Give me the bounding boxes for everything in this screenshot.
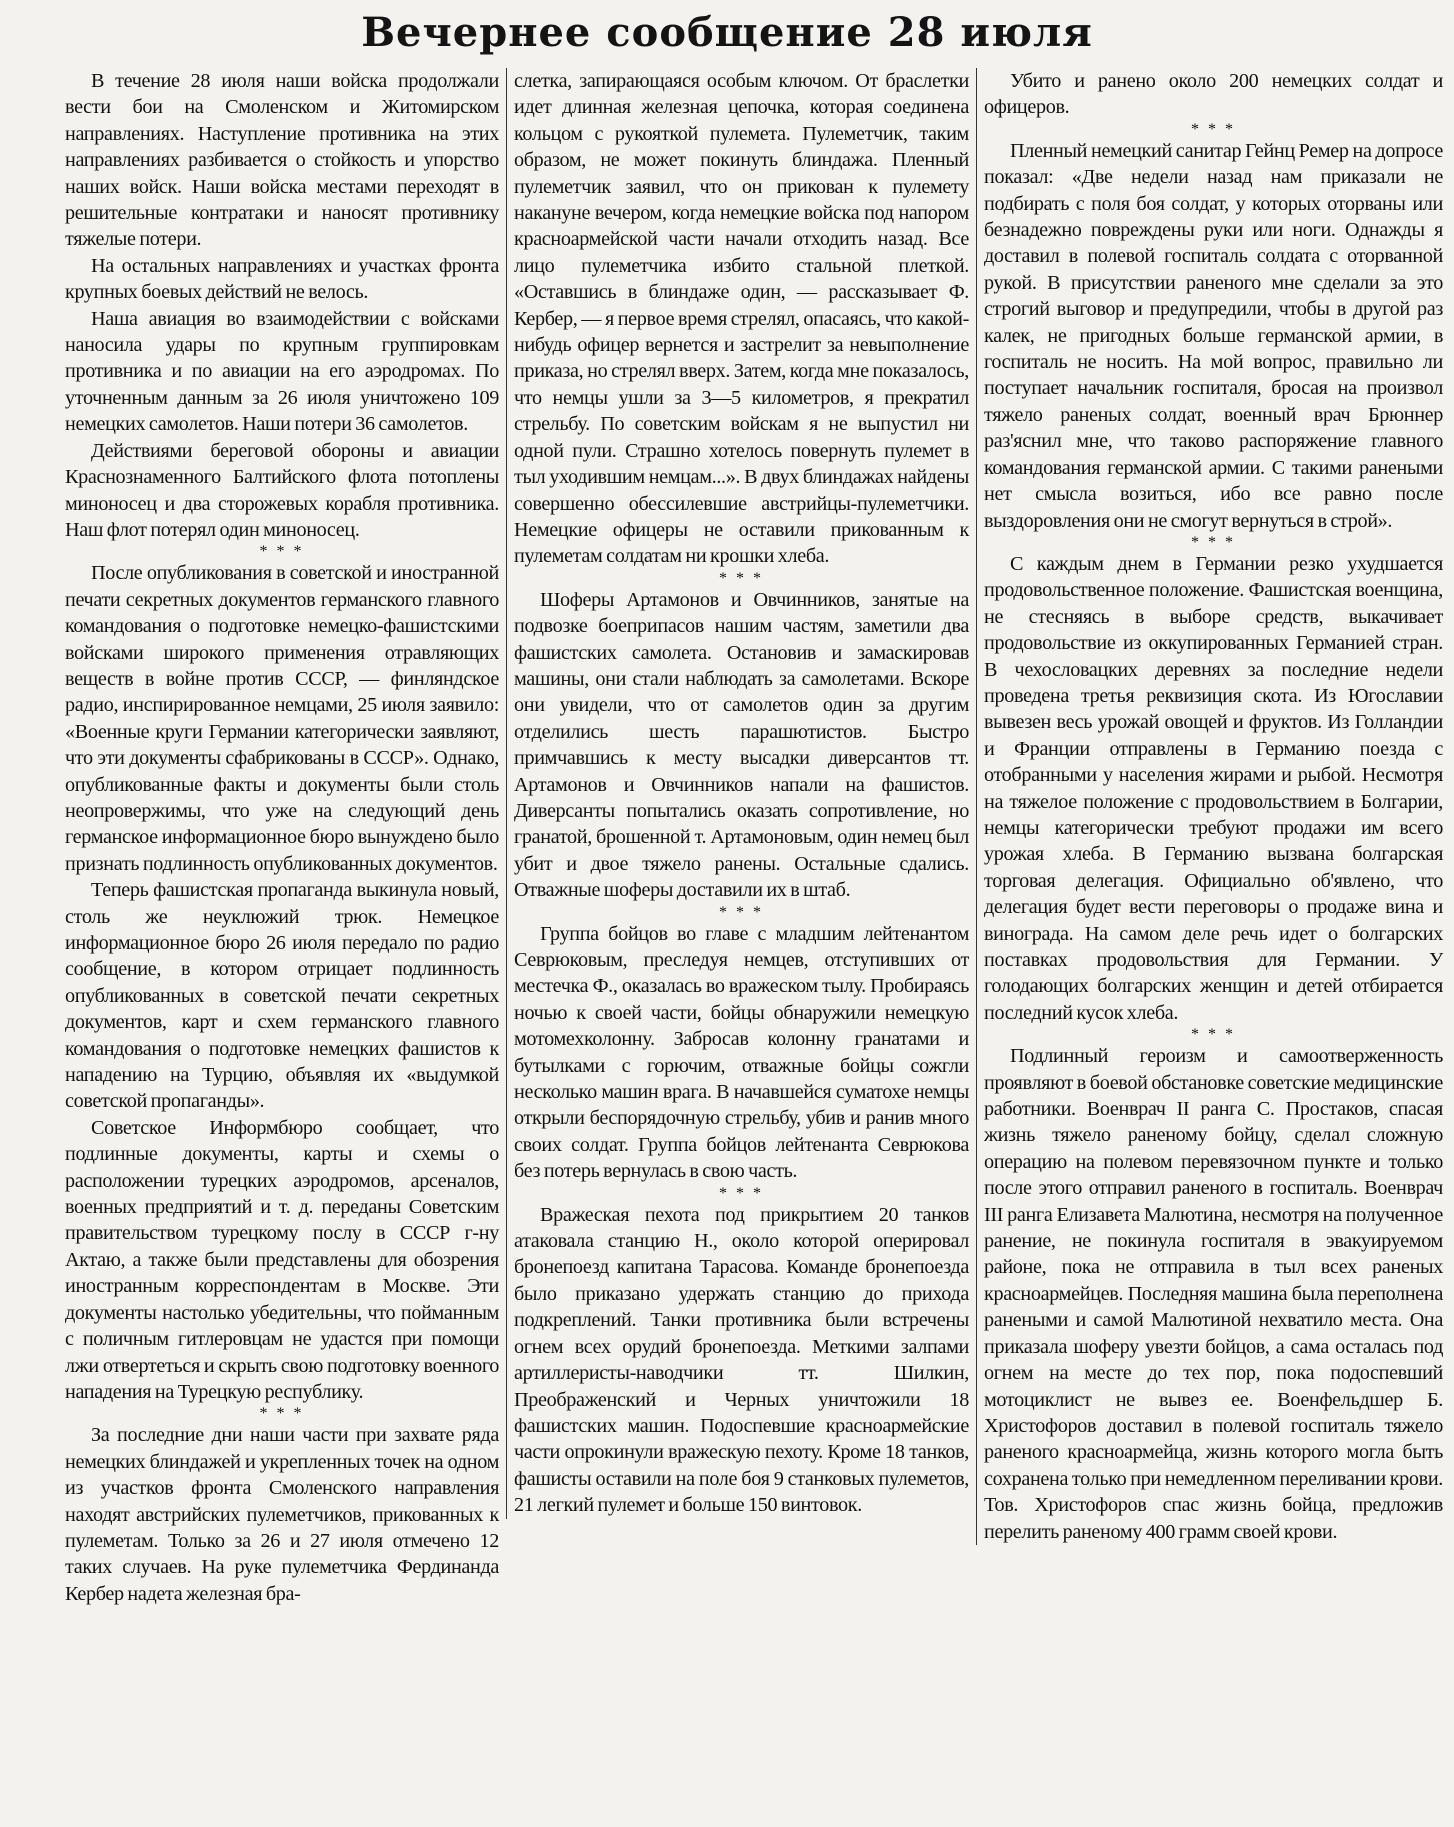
section-separator: * * * xyxy=(1191,120,1236,138)
section-separator: * * * xyxy=(1191,1026,1236,1044)
article-paragraph: Наша авиация во взаимодействии с войсками наносила удары по крупным группировкам противника и по авиации на его аэродромах. По уточненным данным за 26 июля уничтожено 109 немецких самолетов. Наши потери 36 самолетов. xyxy=(65,307,499,436)
article-paragraph: Подлинный героизм и самоотверженность проявляют в боевой обстановке советские медицинские работники. Военврач II ранга С. Простаков, спасая жизнь тяжело раненому бойцу, сделал сложную операцию на полевом перевязочном пункте и только после этого отправил раненого в госпиталь. Военврач III ранга Елизавета Малютина, несмотря на полученное ранение, не покинула госпиталя в эвакуируемом районе, пока не отправила в тыл всех раненых красноармейцев. Последняя машина была переполнена ранеными и самой Малютиной нехватило места. Она приказала шоферу увезти бойцов, а сама осталась под огнем на месте до тех пор, пока подоспевший мотоциклист не вывез ее. Военфельдшер Б. Христофоров доставил в полевой госпиталь тяжело раненого красноармейца, жизнь которого могла быть сохранена только при немедленном переливании крови. Тов. Христофоров спас жизнь бойца, предложив перелить раненому 400 грамм своей крови. xyxy=(984,1045,1443,1543)
article-columns xyxy=(58,68,1450,1607)
article-title: Вечернее сообщение 28 июля xyxy=(361,9,1093,56)
article-paragraph: Вражеская пехота под прикрытием 20 танков атаковала станцию Н., около которой оперировал бронепоезд капитана Тарасова. Команде бронепоезда было приказано удержать станцию до прихода подкреплений. Танки противника были встречены огнем всех орудий бронепоезда. Меткими залпами артиллеристы-наводчики тт. Шилкин, Преображенский и Черных уничтожили 18 фашистских машин. Подоспевшие красноармейские части опрокинули вражескую пехоту. Кроме 18 танков, фашисты оставили на поле боя 9 станковых пулеметов, 21 легкий пулемет и больше 150 винтовок. xyxy=(514,1203,969,1517)
article-paragraph: После опубликования в советской и иностранной печати секретных документов германского главного командования о подготовке немецко-фашистскими войсками широкого применения отравляющих веществ в войне против СССР, — финляндское радио, инспирированное немцами, 25 июля заявило: «Военные круги Германии категорически заявляют, что эти документы сфабрикованы в СССР». Однако, опубликованные факты и документы были столь неопровержимы, что уже на следующий день германское информационное бюро вынуждено было признать подлинность опубликованных документов. xyxy=(65,562,499,875)
article-paragraph: На остальных направлениях и участках фронта крупных боевых действий не велось. xyxy=(65,254,499,304)
article-paragraph: В течение 28 июля наши войска продолжали вести бои на Смоленском и Житомирском направлениях. Наступление противника на этих направлениях разбивается о стойкость и упорство наших войск. Наши войска местами переходят в решительные контратаки и наносят противнику тяжелые потери. xyxy=(65,70,499,251)
article-paragraph: За последние дни наши части при захвате ряда немецких блиндажей и укрепленных точек на одном из участков фронта Смоленского направления находят австрийских пулеметчиков, прикованных к пулеметам. Только за 26 и 27 июля отмечено 12 таких случаев. На руке пулеметчика Фердинанда Кербер надета железная бра- xyxy=(65,1424,499,1605)
article-paragraph: Советское Информбюро сообщает, что подлинные документы, карты и схемы о расположении турецких аэродромов, арсеналов, военных предприятий и т. д. переданы Советским правительством турецкому послу в СССР г-ну Актаю, а также были представлены для обозрения иностранным корреспондентам в Москве. Эти документы настолько убедительны, что пойманным с поличным гитлеровцам не удастся при помощи лжи отвертеться и скрыть свою подготовку военного нападения на Турецкую республику. xyxy=(65,1116,499,1403)
section-separator: * * * xyxy=(719,1184,764,1202)
article-paragraph: слетка, запирающаяся особым ключом. От браслетки идет длинная железная цепочка, которая соединена кольцом с рукояткой пулемета. Пулеметчик, таким образом, не может покинуть блиндажа. Пленный пулеметчик заявил, что он прикован к пулемету накануне вечером, когда немецкие войска под напором красноармейской части начали отходить назад. Все лицо пулеметчика избито стальной плеткой. «Оставшись в блиндаже один, — рассказывает Ф. Кербер, — я первое время стрелял, опасаясь, что какой-нибудь офицер вернется и застрелит за невыполнение приказа, но стрелял вверх. Затем, когда мне показалось, что немцы ушли за 3—5 километров, я прекратил стрельбу. По советским войскам я не выпустил ни одной пули. Страшно хотелось повернуть пулемет в тыл уходившим немцам...». В двух блиндажах найдены совершенно обессилевшие австрийцы-пулеметчики. Немецкие офицеры не оставили прикованным к пулеметам солдатам ни крошки хлеба. xyxy=(514,70,969,568)
column-1 xyxy=(58,68,506,1607)
section-separator: * * * xyxy=(259,543,305,561)
section-separator: * * * xyxy=(1191,533,1236,551)
section-separator: * * * xyxy=(259,1405,305,1423)
article-paragraph: Шоферы Артамонов и Овчинников, занятые на подвозке боеприпасов нашим частям, заметили два фашистских самолета. Остановив и замаскировав машины, они стали наблюдать за самолетами. Вскоре они увидели, что от самолетов один за другим отделились шесть парашютистов. Быстро примчавшись к месту высадки диверсантов тт. Артамонов и Овчинников напали на фашистов. Диверсанты попытались оказать сопротивление, но гранатой, брошенной т. Артамоновым, один немец был убит и двое тяжело ранены. Остальные сдались. Отважные шоферы доставили их в штаб. xyxy=(514,588,969,902)
column-2 xyxy=(506,68,976,1519)
article-paragraph: Убито и ранено около 200 немецких солдат и офицеров. xyxy=(984,70,1443,119)
column-3 xyxy=(976,68,1450,1545)
article-paragraph: Действиями береговой обороны и авиации Краснознаменного Балтийского флота потоплены миноносец и два сторожевых корабля противника. Наш флот потерял один миноносец. xyxy=(65,439,499,541)
article-paragraph: С каждым днем в Германии резко ухудшается продовольственное положение. Фашистская военщина, не стесняясь в выборе средств, выкачивает продовольствие из оккупированных Германией стран. В чехословацких деревнях за последние недели проведена третья реквизиция скота. Из Югославии вывезен весь урожай овощей и фруктов. Из Голландии и Франции отправлены в Германию поезда с отобранными у населения жирами и рыбой. Несмотря на тяжелое положение с продовольствием в Болгарии, немцы категорически требуют продажи им всего урожая хлеба. В Германию вызвана болгарская торговая делегация. Официально об'явлено, что делегация будет вести переговоры о продаже вина и винограда. На самом деле речь идет о болгарских поставках продовольствия для Германии. У голодающих болгарских женщин и детей отбирается последний кусок хлеба. xyxy=(984,552,1443,1024)
section-separator: * * * xyxy=(719,569,764,587)
article-paragraph: Пленный немецкий санитар Гейнц Ремер на допросе показал: «Две недели назад нам приказали не подбирать с поля боя солдат, у которых оторваны или безнадежно повреждены руки или ноги. Однажды я доставил в полевой госпиталь солдата с оторванной рукой. В присутствии раненого мне сделали за это строгий выговор и предупредили, чтобы в другой раз калек, не пригодных больше германской армии, в госпиталь не носить. На мой вопрос, правильно ли поступает начальник госпиталя, бросая на произвол тяжело раненых солдат, военный врач Брюннер раз'яснил мне, что таково распоряжение главного командования германской армии. С такими ранеными нет смысла возиться, ибо все равно после выздоровления они не смогут вернуться в строй». xyxy=(984,139,1443,532)
article-paragraph: Теперь фашистская пропаганда выкинула новый, столь же неуклюжий трюк. Немецкое информационное бюро 26 июля передало по радио сообщение, в котором отрицает подлинность опубликованных в советской печати секретных документов, карт и схем германского главного командования о подготовке немецких фашистов к нападению на Турцию, объявляя их «выдумкой советской пропаганды». xyxy=(65,879,499,1113)
article-paragraph: Группа бойцов во главе с младшим лейтенантом Севрюковым, преследуя немцев, отступивших от местечка Ф., оказалась во вражеском тылу. Пробираясь ночью к своей части, бойцы обнаружили немецкую мотомехколонну. Забросав колонну гранатами и бутылками с горючим, отважные бойцы сожгли несколько машин врага. В начавшейся суматохе немцы открыли беспорядочную стрельбу, убив и ранив много своих солдат. Группа бойцов лейтенанта Севрюкова без потерь вернулась в свою часть. xyxy=(514,922,969,1183)
section-separator: * * * xyxy=(719,903,764,921)
